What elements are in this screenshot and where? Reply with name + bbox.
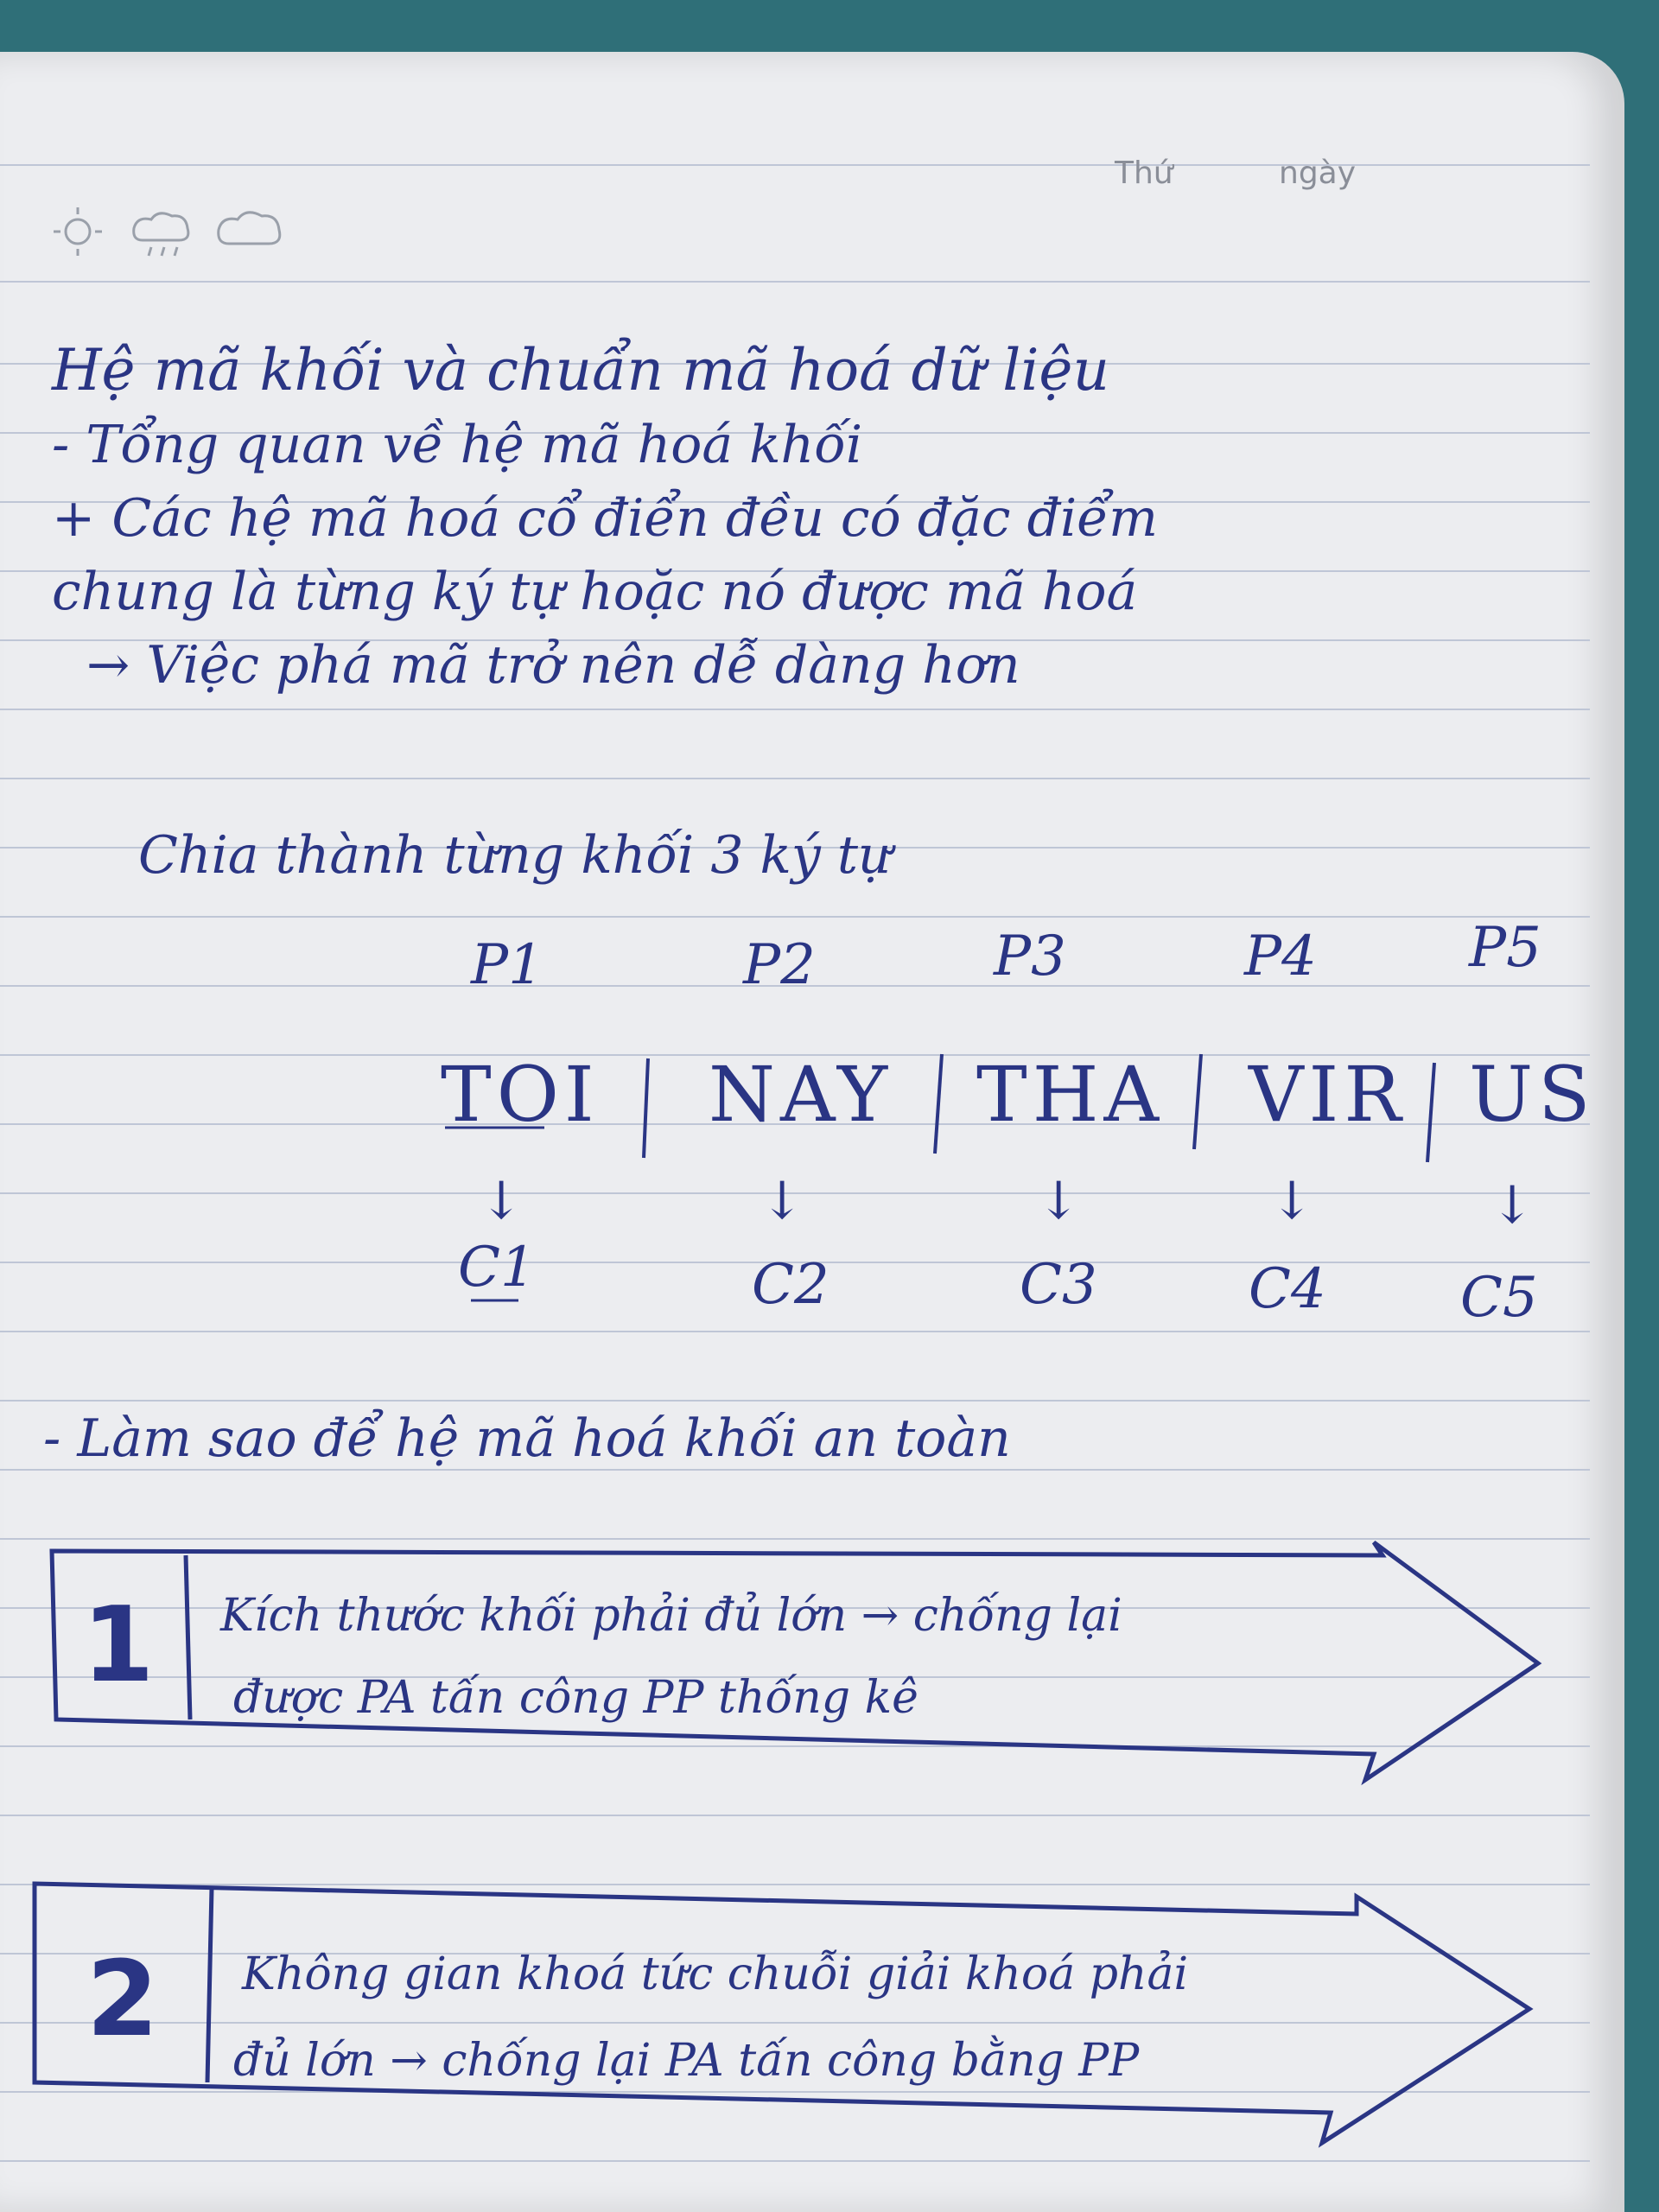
note-line-3: chung là từng ký tự hoặc nó được mã hoá [52, 562, 1138, 622]
c-label: C2 [752, 1253, 830, 1317]
down-arrow-icon: ↓ [1037, 1171, 1081, 1231]
plain-block: US [1469, 1050, 1596, 1139]
note-line-4: → Việc phá mã trở nên dễ dàng hơn [86, 635, 1020, 696]
p-label: P5 [1469, 916, 1541, 980]
plain-block: TOI [441, 1050, 600, 1139]
note-line-1: - Tổng quan về hệ mã hoá khối [52, 415, 863, 475]
note-title: Hệ mã khối và chuẩn mã hoá dữ liệu [52, 337, 1109, 404]
thu-label: Thứ [1115, 156, 1173, 191]
c-label: C4 [1249, 1257, 1326, 1321]
c-label: C5 [1460, 1266, 1538, 1330]
box-2-line-1: Không gian khoá tức chuỗi giải khoá phải [242, 1948, 1189, 2000]
ngay-label: ngày [1279, 156, 1357, 191]
box-1-number: 1 [82, 1586, 155, 1706]
p-label: P4 [1244, 925, 1317, 988]
box-2-number: 2 [86, 1940, 159, 2060]
plain-block: VIR [1249, 1050, 1407, 1139]
down-arrow-icon: ↓ [480, 1171, 524, 1231]
box-2-line-2: đủ lớn → chống lại PA tấn công bằng PP [233, 2035, 1140, 2087]
plain-block: THA [976, 1050, 1164, 1139]
box-1-line-2: được PA tấn công PP thống kê [233, 1672, 918, 1724]
c-label: C1 [458, 1236, 536, 1300]
p-label: P3 [994, 925, 1066, 988]
down-arrow-icon: ↓ [1491, 1175, 1535, 1236]
p-label: P2 [743, 933, 816, 997]
down-arrow-icon: ↓ [760, 1171, 804, 1231]
p-label: P1 [471, 933, 543, 997]
down-arrow-icon: ↓ [1270, 1171, 1314, 1231]
box-1-line-1: Kích thước khối phải đủ lớn → chống lại [220, 1590, 1122, 1642]
note-line-2: + Các hệ mã hoá cổ điển đều có đặc điểm [52, 488, 1158, 549]
c-label: C3 [1020, 1253, 1097, 1317]
note-line-6: - Làm sao để hệ mã hoá khối an toàn [43, 1408, 1011, 1469]
plain-block: NAY [709, 1050, 893, 1139]
note-line-5: Chia thành từng khối 3 ký tự [138, 825, 892, 886]
